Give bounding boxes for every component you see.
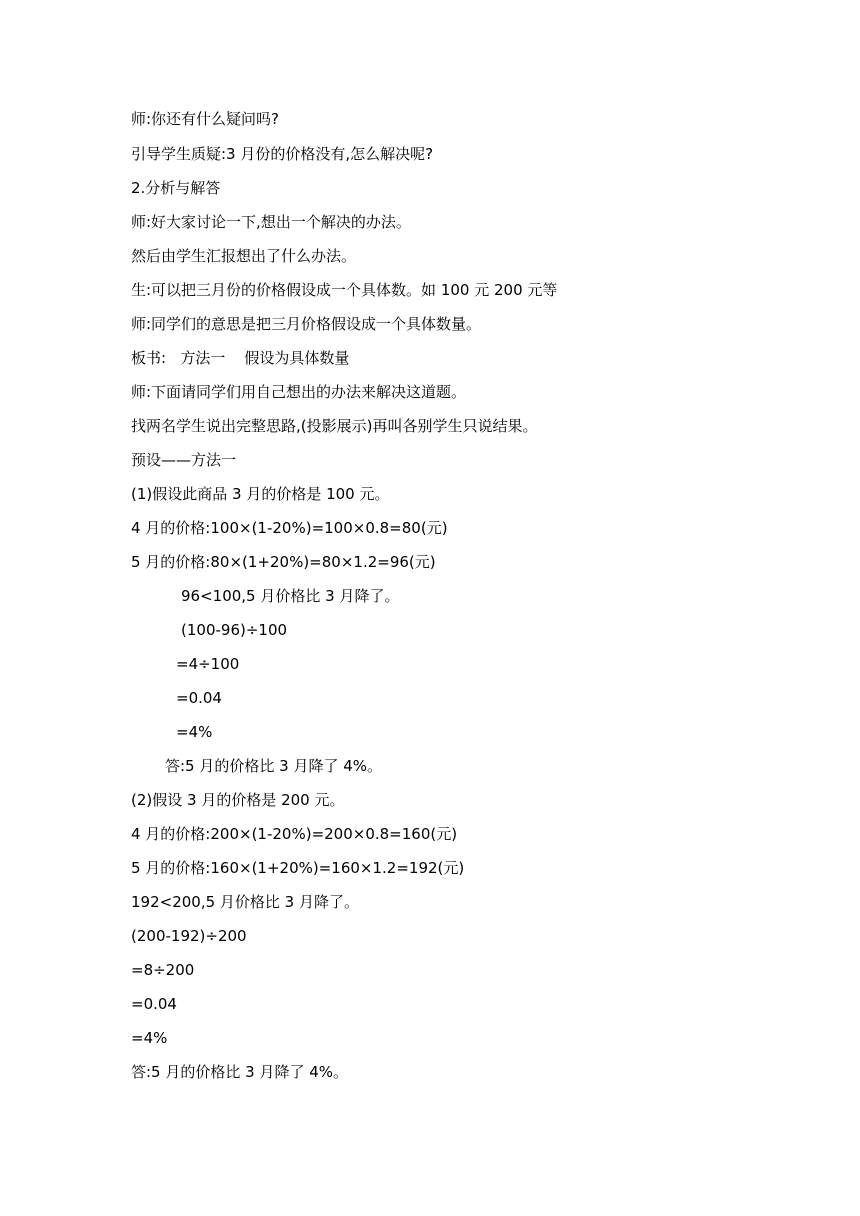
text-line: 找两名学生说出完整思路,(投影展示)再叫各别学生只说结果。 [131, 417, 538, 435]
text-line: 预设——方法一 [131, 451, 237, 469]
text-line: 然后由学生汇报想出了什么办法。 [131, 247, 357, 265]
text-line: 192<200,5 月价格比 3 月降了。 [131, 893, 359, 911]
text-line: =8÷200 [131, 961, 195, 979]
text-line: 5 月的价格:160×(1+20%)=160×1.2=192(元) [131, 859, 465, 877]
section-heading: 2.分析与解答 [131, 179, 221, 197]
text-line: 4 月的价格:100×(1-20%)=100×0.8=80(元) [131, 519, 448, 537]
text-line: 师:你还有什么疑问吗? [131, 110, 280, 128]
text-line: 师:同学们的意思是把三月价格假设成一个具体数量。 [131, 315, 482, 333]
text-line: =4÷100 [176, 655, 240, 673]
text-line: 师:下面请同学们用自己想出的办法来解决这道题。 [131, 383, 467, 401]
text-line: (1)假设此商品 3 月的价格是 100 元。 [131, 485, 390, 503]
text-line: 答:5 月的价格比 3 月降了 4%。 [165, 757, 383, 775]
text-line: 答:5 月的价格比 3 月降了 4%。 [131, 1063, 349, 1081]
text-line: =4% [176, 723, 213, 741]
text-line: 96<100,5 月价格比 3 月降了。 [181, 587, 400, 605]
text-line: 板书: 方法一 假设为具体数量 [131, 349, 350, 367]
text-line: 5 月的价格:80×(1+20%)=80×1.2=96(元) [131, 553, 436, 571]
text-line: =0.04 [176, 689, 222, 707]
text-line: =4% [131, 1029, 168, 1047]
text-line: 引导学生质疑:3 月份的价格没有,怎么解决呢? [131, 145, 434, 163]
text-line: 生:可以把三月份的价格假设成一个具体数。如 100 元 200 元等 [131, 281, 558, 299]
text-line: (200-192)÷200 [131, 927, 247, 945]
text-line: 师:好大家讨论一下,想出一个解决的办法。 [131, 213, 411, 231]
text-line: =0.04 [131, 995, 177, 1013]
text-line: (2)假设 3 月的价格是 200 元。 [131, 791, 345, 809]
text-line: (100-96)÷100 [181, 621, 288, 639]
text-line: 4 月的价格:200×(1-20%)=200×0.8=160(元) [131, 825, 458, 843]
